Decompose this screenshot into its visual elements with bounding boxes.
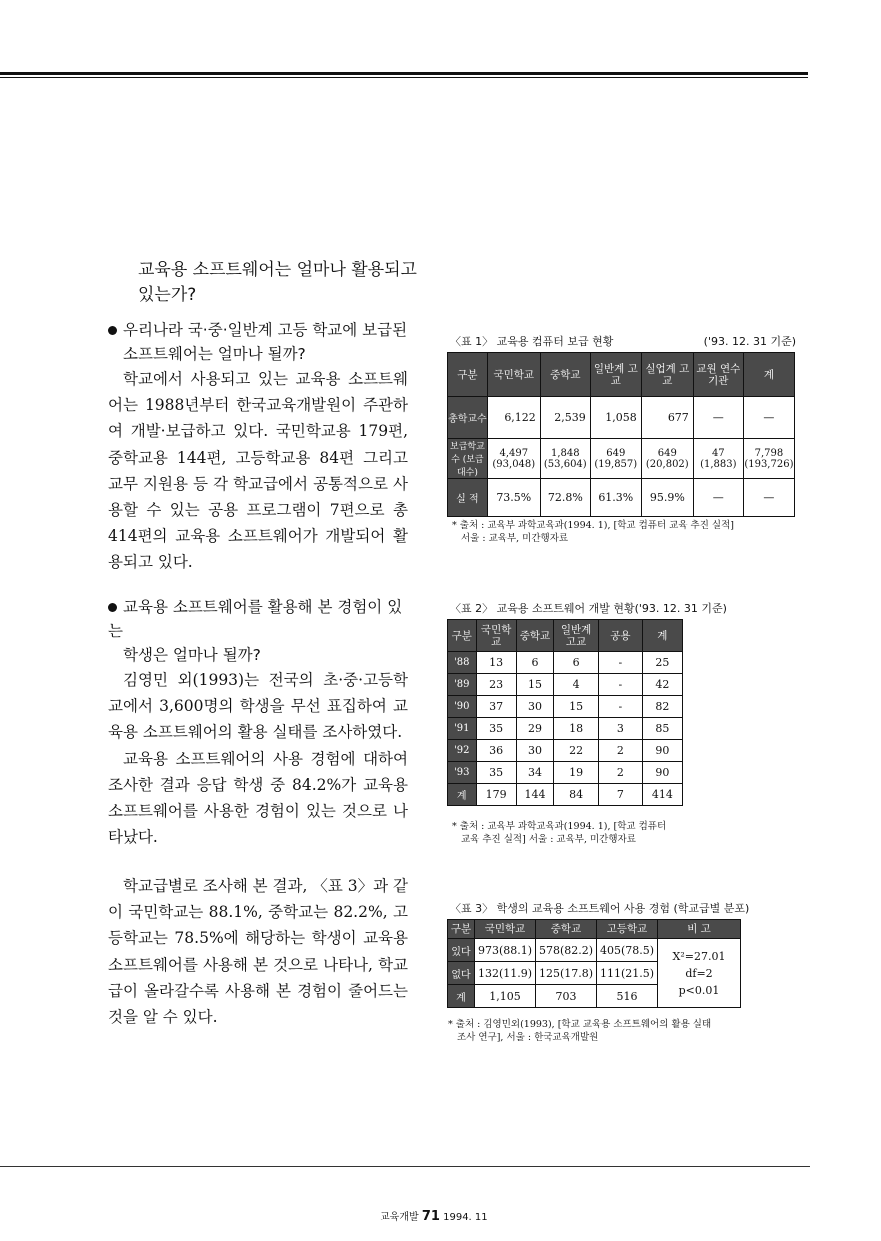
table-cell: 29	[516, 718, 553, 740]
row-header: '91	[448, 718, 477, 740]
q1-section	[108, 318, 408, 576]
table-cell: 36	[476, 740, 516, 762]
table-cell: 15	[516, 674, 553, 696]
table-cell: 179	[476, 784, 516, 806]
page-number: 71	[421, 1209, 440, 1224]
table-row	[448, 696, 683, 718]
table2-note: * 출처 : 교육부 과학교육과(1994. 1), [학교 컴퓨터 교육 추진 실적] 서울 : 교육부, 미간행자료	[452, 821, 667, 845]
remark-cell: X²=27.01 df=2 p<0.01	[658, 939, 741, 1008]
section-title: 교육용 소프트웨어는 얼마나 활용되고 있는가?	[138, 260, 417, 305]
table-row: 없다 132(11.9) 125(17.8) 111(21.5)	[448, 962, 741, 985]
table-cell: 3	[598, 718, 642, 740]
table-row	[448, 784, 683, 806]
table-cell: 30	[516, 696, 553, 718]
table-cell: 90	[642, 740, 682, 762]
row-header: '89	[448, 674, 477, 696]
table-cell: 84	[554, 784, 599, 806]
q3-section	[108, 873, 408, 1030]
table1-note: * 출처 : 교육부 과학교육과(1994. 1), [학교 컴퓨터 교육 추진 실적] 서울 : 교육부, 미간행자료	[452, 520, 734, 544]
table-row	[448, 652, 683, 674]
table-cell: 7	[598, 784, 642, 806]
table-cell: -	[598, 652, 642, 674]
table-cell: 85	[642, 718, 682, 740]
table-header-row: 구분 국민학교 중학교 일반계 고교 실업계 고교 교원 연수 기관 계	[448, 353, 795, 397]
table1-title: 〈표 1〉 교육용 컴퓨터 보급 현황 ('93. 12. 31 기준)	[450, 335, 796, 348]
table-cell: 6	[554, 652, 599, 674]
table-cell: 6	[516, 652, 553, 674]
top-rule-thin	[0, 77, 808, 78]
q3-body: 학교급별로 조사해 본 결과, 〈표 3〉과 같이 국민학교는 88.1%, 중학교는 82.2%, 고등학교는 78.5%에 해당하는 학생이 교육용 소프트웨어를 사용해 본 것으로 나타나, 학교급이 올라갈수록 사용해 본 경험이 줄어드는 것을 알 수 있다.	[108, 877, 408, 1027]
table3-note: * 출처 : 김영민외(1993), [학교 교육용 소프트웨어의 활용 실태 조사 연구], 서울 : 한국교육개발원	[448, 1019, 712, 1043]
table-cell: 23	[476, 674, 516, 696]
table-cell: 13	[476, 652, 516, 674]
table-row: 보급학교수 (보급대수) 4,497 (93,048) 1,848 (53,604) 649 (19,857) 649 (20,802) 47 (1,883) 7,798 (193,726)	[448, 439, 795, 479]
row-header: '90	[448, 696, 477, 718]
table-header-row: 구분 국민학교 중학교 고등학교 비 고	[448, 920, 741, 939]
table-row: 있다 973(88.1) 578(82.2) 405(78.5) X²=27.01 df=2 p<0.01	[448, 939, 741, 962]
table-cell: 18	[554, 718, 599, 740]
table-cell: 42	[642, 674, 682, 696]
table1	[447, 352, 795, 517]
table-cell: 25	[642, 652, 682, 674]
row-header: '88	[448, 652, 477, 674]
table2	[447, 619, 683, 806]
q2-heading: 교육용 소프트웨어를 활용해 본 경험이 있는 학생은 얼마나 될까?	[108, 598, 403, 664]
table-cell: 30	[516, 740, 553, 762]
table-cell: 35	[476, 762, 516, 784]
table-cell: 34	[516, 762, 553, 784]
q2-body-1: 김영민 외(1993)는 전국의 초·중·고등학교에서 3,600명의 학생을 무선 표집하여 교육용 소프트웨어의 활용 실태를 조사하였다.	[108, 671, 408, 742]
table-cell: 90	[642, 762, 682, 784]
table-cell: 35	[476, 718, 516, 740]
table3	[447, 919, 741, 1008]
q2-body-2: 교육용 소프트웨어의 사용 경험에 대하여 조사한 결과 응답 학생 중 84.2%가 교육용 소프트웨어를 사용한 경험이 있는 것으로 나타났다.	[108, 749, 408, 847]
bullet-icon	[108, 603, 117, 612]
page-footer: 교육개발 71 1994. 11	[380, 1209, 488, 1224]
q1-body: 학교에서 사용되고 있는 교육용 소프트웨어는 1988년부터 한국교육개발원이 주관하여 개발·보급하고 있다. 국민학교용 179편, 중학교용 144편, 고등학교용 84편 그리고 교무 지원용 등 각 학교급에서 공통적으로 사용할 수 있는 공용 프로그램이 7편으로 총 414편의 교육용 소프트웨어가 개발되어 활용되고 있다.	[108, 370, 408, 572]
table-cell: 144	[516, 784, 553, 806]
table-cell: -	[598, 696, 642, 718]
table-row: 총학교수 6,122 2,539 1,058 677 — —	[448, 397, 795, 439]
bullet-icon	[108, 326, 117, 335]
table-cell: 19	[554, 762, 599, 784]
table-row: 계 1,105 703 516	[448, 985, 741, 1008]
table-cell: 414	[642, 784, 682, 806]
table-cell: 4	[554, 674, 599, 696]
bottom-rule	[0, 1166, 810, 1167]
table3-title: 〈표 3〉 학생의 교육용 소프트웨어 사용 경험 (학교급별 분포)	[450, 902, 750, 915]
row-header: '92	[448, 740, 477, 762]
table-cell: -	[598, 674, 642, 696]
table-row	[448, 740, 683, 762]
table-cell: 2	[598, 740, 642, 762]
table-row	[448, 674, 683, 696]
table-header-row: 구분 국민학교 중학교 일반계 고교 공용 계	[448, 620, 683, 652]
row-header: '93	[448, 762, 477, 784]
table-cell: 37	[476, 696, 516, 718]
table-cell: 2	[598, 762, 642, 784]
q1-heading: 우리나라 국·중·일반계 고등 학교에 보급된 소프트웨어는 얼마나 될까?	[108, 318, 408, 366]
table2-title: 〈표 2〉 교육용 소프트웨어 개발 현황('93. 12. 31 기준)	[450, 602, 727, 615]
table-cell: 15	[554, 696, 599, 718]
row-header: 계	[448, 784, 477, 806]
top-rule	[0, 72, 808, 75]
table-row	[448, 718, 683, 740]
table-cell: 22	[554, 740, 599, 762]
q2-section	[108, 595, 408, 850]
table-row	[448, 762, 683, 784]
table-row: 실 적 73.5% 72.8% 61.3% 95.9% — —	[448, 479, 795, 517]
table-cell: 82	[642, 696, 682, 718]
